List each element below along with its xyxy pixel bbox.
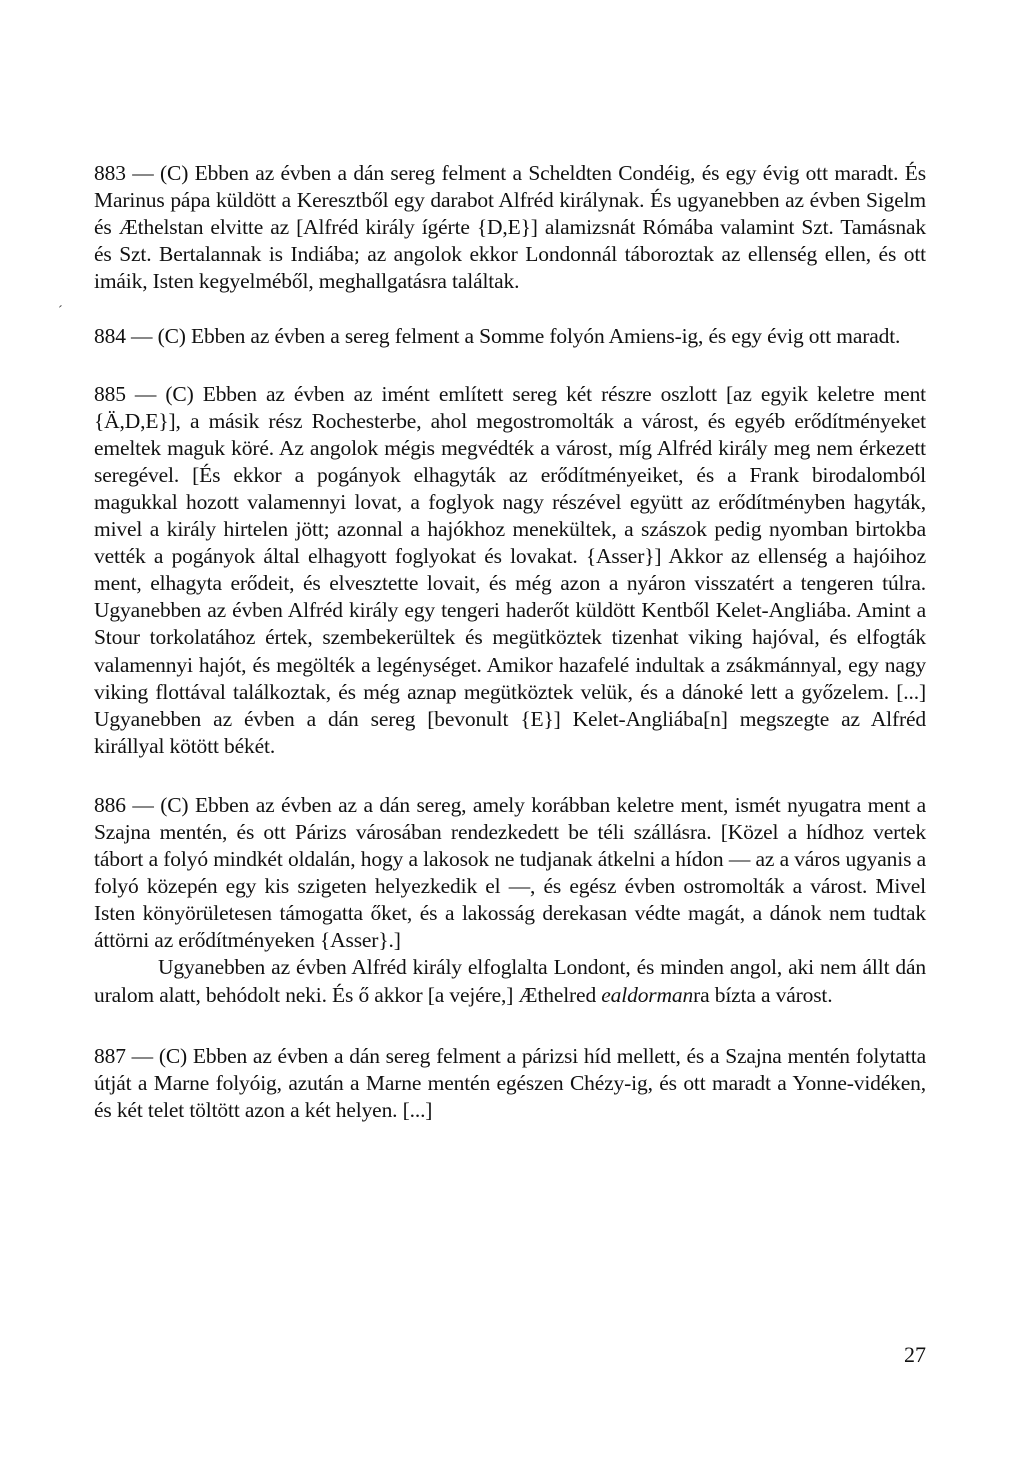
entry-883-paragraph: 883 — (C) Ebben az évben a dán sereg felment a Scheldten Condéig, és egy évig ott maradt. És Marinus pápa küldött a Keresztből egy darabot Alfréd királynak. És ugyanebben az évben Sigelm és Æthelstan elvitte az [Alfréd király ígérte {D,E}] alamizsnát Rómába valamint Szt. Tamásnak és Szt. Bertalannak is Indiába; az angolok ekkor Londonnál táboroztak az ellenség ellen, és ott imáik, Isten kegyelméből, meghallgatásra találtak.	[94, 161, 926, 294]
entry-886-indented-text-end: ra bízta a várost.	[693, 982, 833, 1007]
stray-mark: ´	[58, 304, 63, 319]
entry-884-paragraph: 884 — (C) Ebben az évben a sereg felment a Somme folyón Amiens-ig, és egy évig ott maradt.	[94, 324, 901, 349]
entry-886	[94, 792, 926, 1009]
entry-884	[94, 323, 926, 350]
entry-886-indented-paragraph	[94, 954, 926, 1008]
entry-883	[94, 160, 926, 295]
entry-887	[94, 1043, 926, 1124]
entry-885-paragraph: 885 — (C) Ebben az évben az imént említett sereg két részre oszlott [az egyik keletre ment {Ä,D,E}], a másik rész Rochesterbe, ahol megostromolták a várost, és egyéb erődítményeket emeltek maguk köré. Az angolok mégis megvédték a várost, míg Alfréd király meg nem érkezett seregével. [És ekkor a pogányok elhagyták az erődítményeiket, és a Frank birodalomból magukkal hozott valamennyi lovat, a foglyok nagy részével együtt az erődítményben hagyták, mivel a király hirtelen jött; azonnal a hajókhoz menekültek, a szászok pedig nyomban birtokba vették a pogányok által elhagyott foglyokat és lovakat. {Asser}] Akkor az ellenség a hajóihoz ment, elhagyta erődeit, és elvesztette lovait, és még azon a nyáron visszatért a tengeren túlra. Ugyanebben az évben Alfréd király egy tengeri haderőt küldött Kentből Kelet-Angliába. Amint a Stour torkolatához értek, szembekerültek és megütköztek tizenhat viking hajóval, és elfogták valamennyi hajót, és megölték a legénységet. Amikor hazafelé indultak a zsákmánnyal, egy nagy viking flottával találkoztak, és még aznap megütköztek velük, és a dánoké lett a győzelem. [...] Ugyanebben az évben a dán sereg [bevonult {E}] Kelet-Angliába[n] megszegte az Alfréd királlyal kötött békét.	[94, 381, 926, 758]
entry-885	[94, 381, 926, 760]
entry-887-paragraph: 887 — (C) Ebben az évben a dán sereg felment a párizsi híd mellett, és a Szajna mentén folytatta útját a Marne folyóig, azután a Marne mentén egészen Chézy-ig, és ott maradt a Yonne-vidéken, és két telet töltött azon a két helyen. [...]	[94, 1043, 926, 1122]
entry-886-italic-term: ealdorman	[601, 982, 694, 1007]
entry-886-paragraph: 886 — (C) Ebben az évben az a dán sereg, amely korábban keletre ment, ismét nyugatra ment a Szajna mentén, és ott Párizs városában rendezkedett be téli szállásra. [Közel a hídhoz vertek tábort a folyó mindkét oldalán, hogy a lakosok ne tudjanak átkelni a hídon — az a város ugyanis a folyó közepén egy kis szigeten helyezkedik el —, és egész évben ostromolták a várost. Mivel Isten könyörületesen támogatta őket, és a lakosság derekasan védte magát, a dánok nem tudtak áttörni az erődítményeken {Asser}.]	[94, 792, 926, 953]
entry-886-indented-text: Ugyanebben az évben Alfréd király elfoglalta Londont, és minden angol, aki nem állt dán uralom alatt, behódolt neki. És ő akkor [a vejére,] Æthelred	[94, 955, 926, 1007]
text-column	[94, 160, 926, 1154]
page-number: 27	[904, 1342, 926, 1367]
